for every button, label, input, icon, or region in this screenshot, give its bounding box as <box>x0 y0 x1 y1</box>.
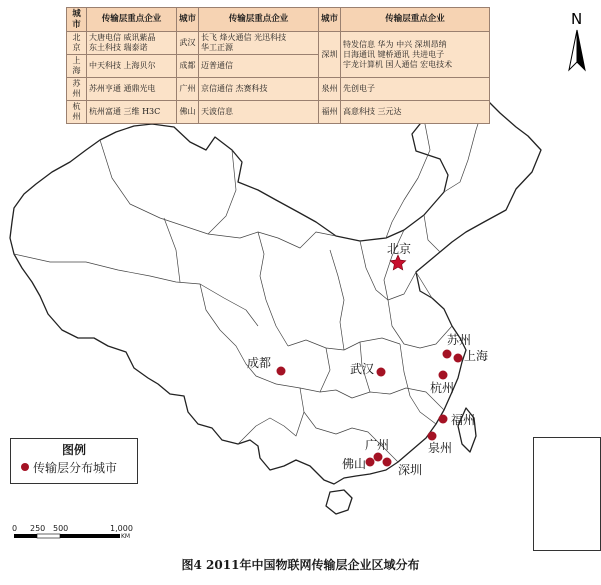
table-cell-enterprises: 特发信息 华为 中兴 深圳昂纳 日海通讯 键桥通讯 共进电子 宇龙计算机 国人通信 宏电技术 <box>341 32 490 78</box>
enterprise-table <box>66 7 490 124</box>
header-city-1: 城市 <box>67 8 87 32</box>
south-china-sea-inset <box>533 437 601 551</box>
table-cell-city: 成都 <box>177 55 199 78</box>
table-cell-enterprises: 杭州富通 三维 H3C <box>87 101 177 124</box>
city-dot-fuzhou <box>439 415 448 424</box>
table-cell-city: 杭州 <box>67 101 87 124</box>
city-label-shanghai: 上海 <box>464 349 489 363</box>
table-cell-enterprises: 苏州亨通 通鼎光电 <box>87 78 177 101</box>
capital-label: 北京 <box>387 242 412 256</box>
table-cell-city: 福州 <box>319 101 341 124</box>
table-cell-enterprises: 天波信息 <box>199 101 319 124</box>
city-label-shenzhen: 深圳 <box>398 463 423 477</box>
header-ent-3: 传输层重点企业 <box>341 8 490 32</box>
city-dot-hangzhou <box>439 371 448 380</box>
table-cell-city: 深圳 <box>319 32 341 78</box>
scale-tick-0: 0 <box>12 524 18 533</box>
city-label-suzhou: 苏州 <box>447 333 472 347</box>
header-ent-2: 传输层重点企业 <box>199 8 319 32</box>
table-row <box>67 78 490 101</box>
legend-label: 传输层分布城市 <box>33 461 118 475</box>
city-dot-quanzhou <box>428 432 437 441</box>
city-dot-wuhan <box>377 368 386 377</box>
legend-title: 图例 <box>61 443 86 457</box>
header-city-3: 城市 <box>319 8 341 32</box>
city-label-foshan: 佛山 <box>342 457 367 471</box>
city-labels <box>247 333 488 477</box>
city-dot-shanghai <box>454 354 463 363</box>
scale-tick-1000: 1,000 <box>110 524 133 533</box>
city-dot-shenzhen <box>383 458 392 467</box>
map-legend <box>10 438 138 484</box>
table-cell-city: 广州 <box>177 78 199 101</box>
table-cell-city: 上海 <box>67 55 87 78</box>
header-ent-1: 传输层重点企业 <box>87 8 177 32</box>
table-cell-enterprises: 京信通信 杰赛科技 <box>199 78 319 101</box>
city-label-hangzhou: 杭州 <box>430 381 455 395</box>
figure-caption: 图4 2011年中国物联网传输层企业区域分布 <box>181 558 420 572</box>
scale-tick-500: 500 <box>53 524 69 533</box>
table-row <box>67 32 490 55</box>
table-cell-enterprises: 高意科技 三元达 <box>341 101 490 124</box>
city-dot-foshan <box>366 458 375 467</box>
scale-unit: KM <box>121 533 131 540</box>
table-cell-city: 苏州 <box>67 78 87 101</box>
capital-star-beijing <box>390 255 406 270</box>
north-arrow-icon <box>553 8 601 78</box>
table-row <box>67 101 490 124</box>
table-cell-enterprises: 迈普通信 <box>199 55 319 78</box>
table-cell-city: 佛山 <box>177 101 199 124</box>
city-label-quanzhou: 泉州 <box>428 441 453 455</box>
table-cell-city: 泉州 <box>319 78 341 101</box>
hainan-island <box>326 490 352 514</box>
table-cell-enterprises: 中天科技 上海贝尔 <box>87 55 177 78</box>
city-dot-chengdu <box>277 367 286 376</box>
city-label-chengdu: 成都 <box>247 356 272 370</box>
province-borders <box>14 99 489 462</box>
city-label-fuzhou: 福州 <box>451 413 476 427</box>
table-cell-enterprises: 大唐电信 威讯紫晶 东土科技 瑞泰诺 <box>87 32 177 55</box>
header-city-2: 城市 <box>177 8 199 32</box>
table-cell-enterprises: 长飞 烽火通信 光迅科技 华工正源 <box>199 32 319 55</box>
table-cell-city: 武汉 <box>177 32 199 55</box>
city-label-wuhan: 武汉 <box>350 362 375 376</box>
table-cell-enterprises: 先创电子 <box>341 78 490 101</box>
city-dot-guangzhou <box>374 453 383 462</box>
city-dot-suzhou <box>443 350 452 359</box>
north-letter: N <box>571 10 583 28</box>
table-header-row <box>67 8 490 32</box>
scale-tick-250: 250 <box>30 524 46 533</box>
city-label-guangzhou: 广州 <box>365 438 390 452</box>
table-cell-city: 北京 <box>67 32 87 55</box>
legend-dot-icon <box>21 463 29 471</box>
scale-bar <box>14 520 144 542</box>
